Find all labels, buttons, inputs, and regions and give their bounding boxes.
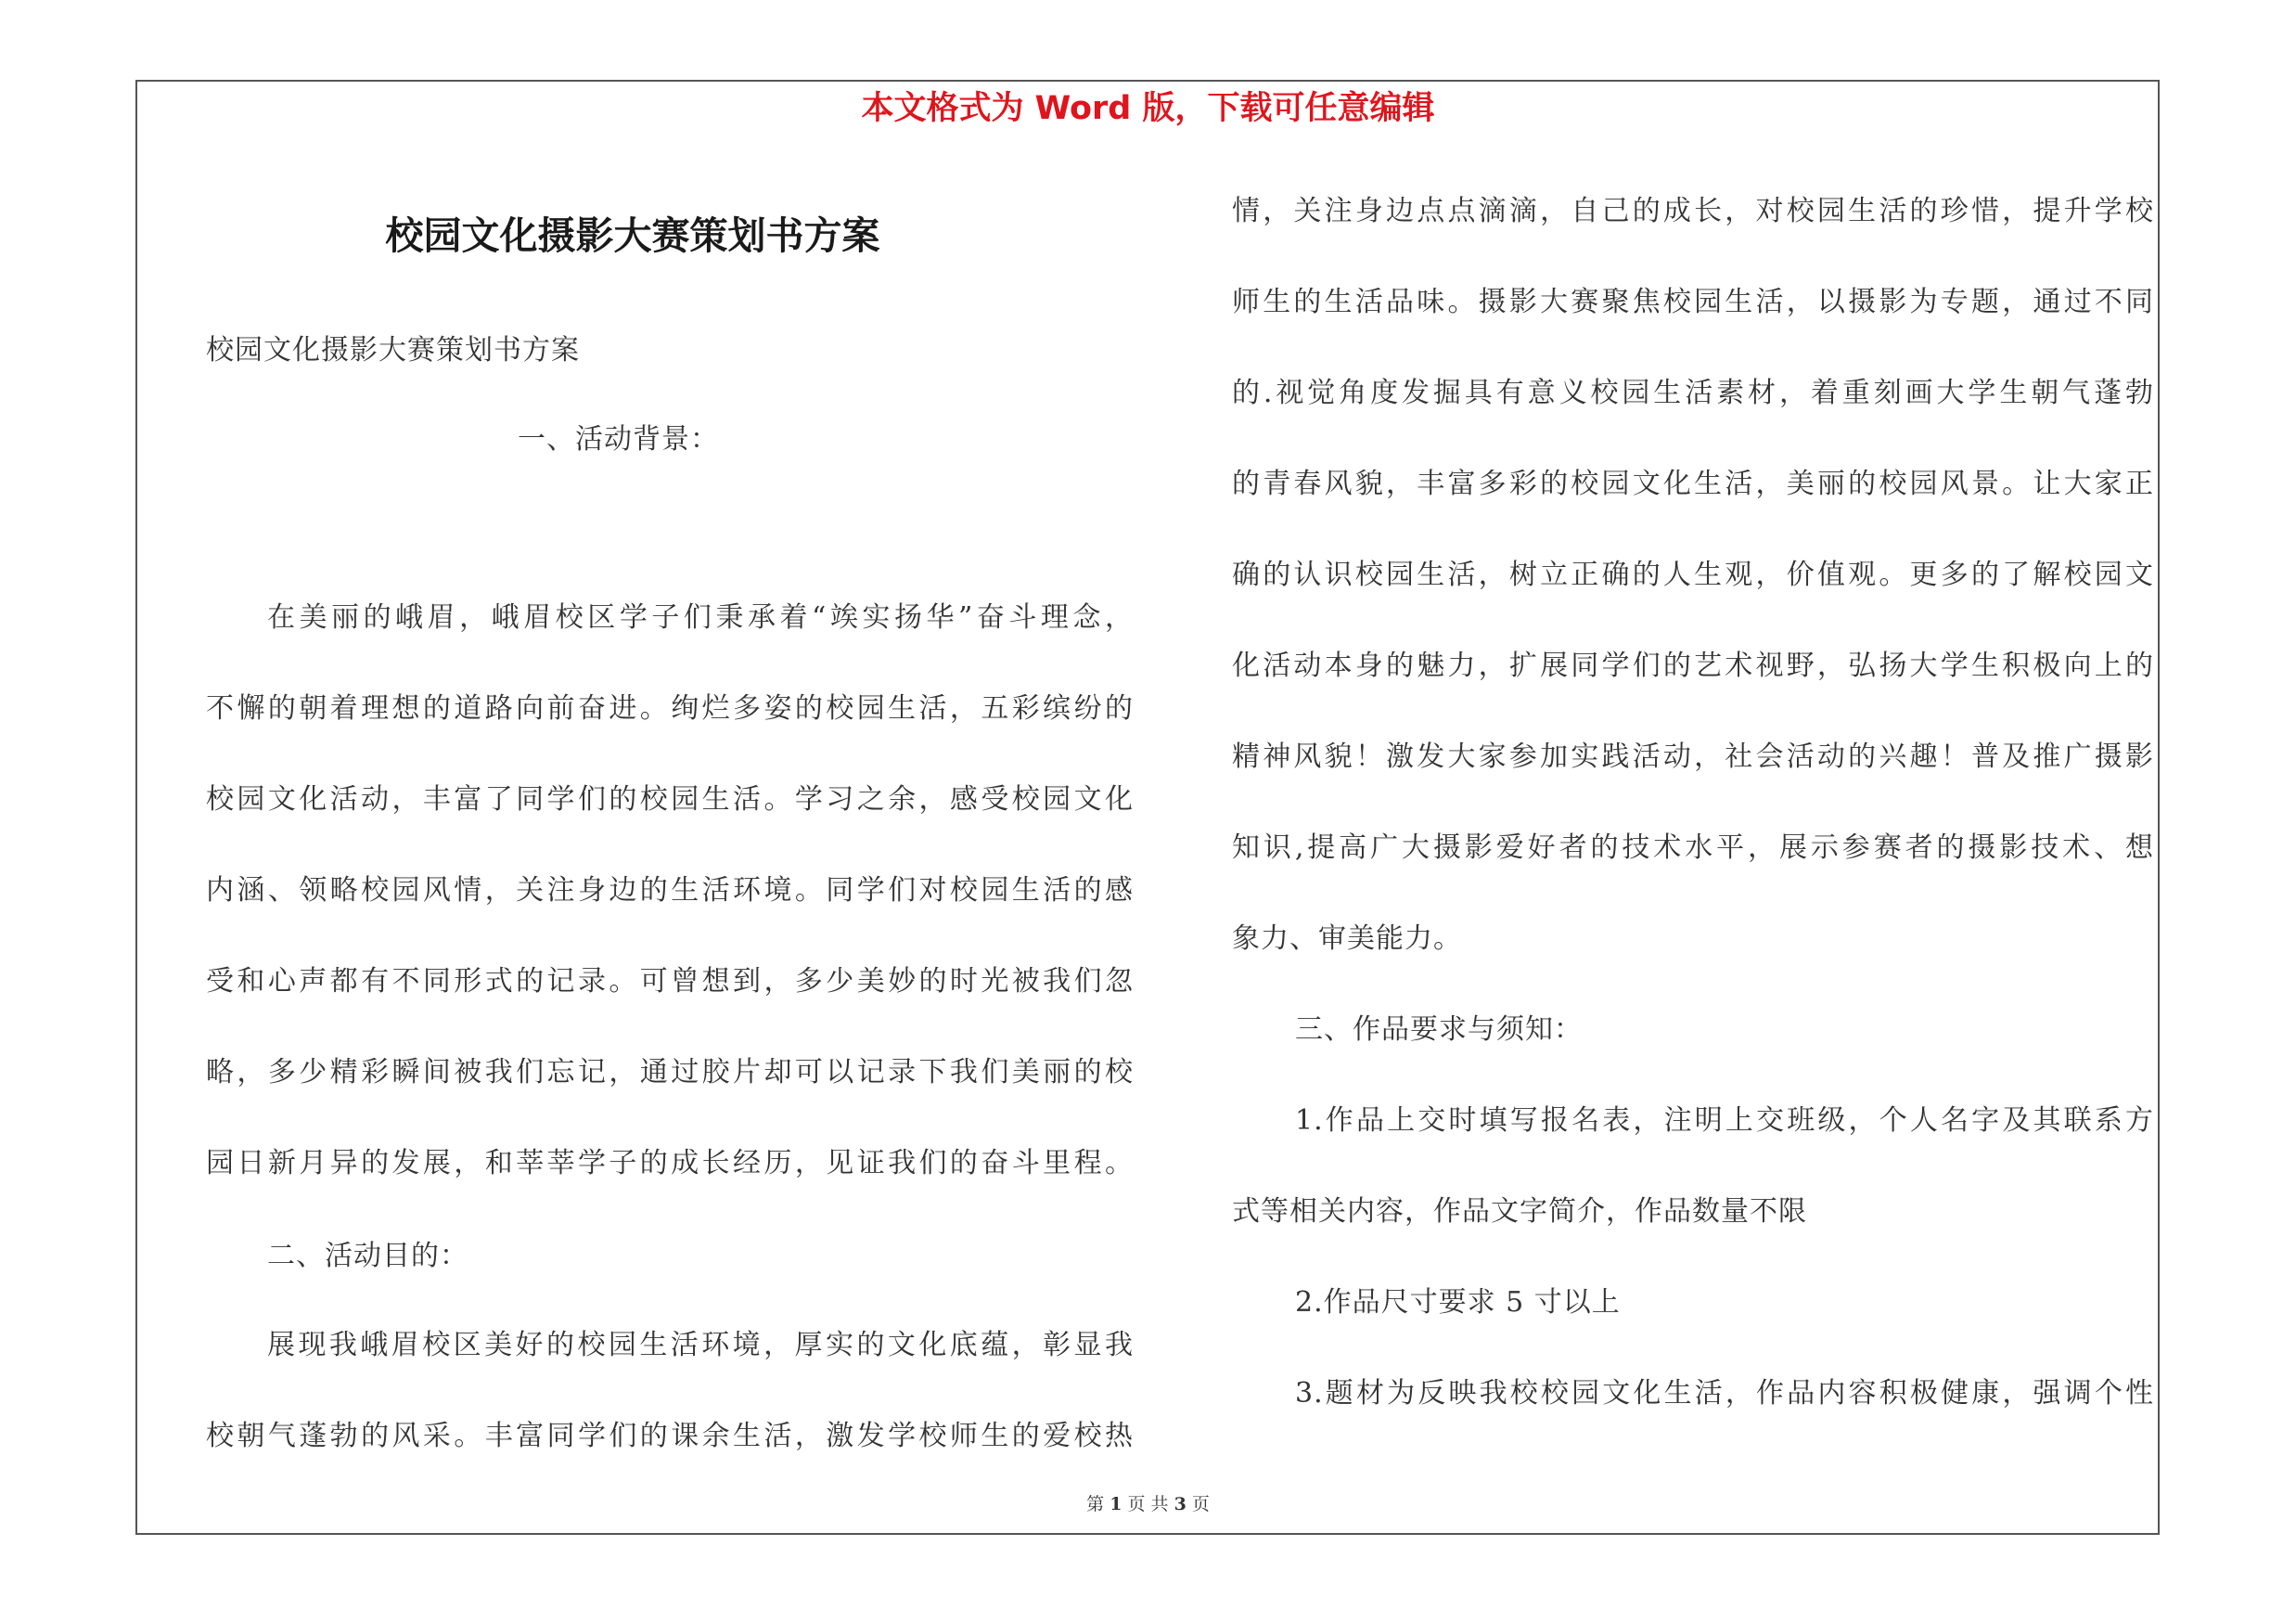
paragraph-line: 确的认识校园生活，树立正确的人生观，价值观。更多的了解校园文	[1232, 559, 2154, 591]
paragraph-line: 师生的生活品味。摄影大赛聚焦校园生活，以摄影为专题，通过不同	[1232, 286, 2154, 318]
paragraph-line: 内涵、领略校园风情，关注身边的生活环境。同学们对校园生活的感	[206, 874, 1134, 907]
section-heading-purpose: 二、活动目的：	[267, 1240, 468, 1272]
paragraph-line: 受和心声都有不同形式的记录。可曾想到，多少美妙的时光被我们忽	[206, 965, 1134, 998]
requirement-item: 1.作品上交时填写报名表，注明上交班级，个人名字及其联系方	[1295, 1104, 2154, 1137]
paragraph-line: 校园文化活动，丰富了同学们的校园生活。学习之余，感受校园文化	[206, 783, 1134, 816]
word-format-banner: 本文格式为 Word 版，下载可任意编辑	[861, 90, 1435, 127]
paragraph-line: 化活动本身的魅力，扩展同学们的艺术视野，弘扬大学生积极向上的	[1232, 650, 2154, 682]
paragraph-line: 园日新月异的发展，和莘莘学子的成长经历，见证我们的奋斗里程。	[206, 1147, 1134, 1179]
footer-suffix: 页	[1191, 1494, 1210, 1514]
footer-middle: 页 共	[1127, 1494, 1169, 1514]
paragraph-line: 知识,提高广大摄影爱好者的技术水平，展示参赛者的摄影技术、想	[1232, 831, 2154, 864]
current-page-number: 1	[1110, 1494, 1122, 1514]
paragraph-line: 校朝气蓬勃的风采。丰富同学们的课余生活，激发学校师生的爱校热	[206, 1420, 1134, 1452]
total-page-count: 3	[1174, 1494, 1186, 1514]
paragraph-line: 不懈的朝着理想的道路向前奋进。绚烂多姿的校园生活，五彩缤纷的	[206, 692, 1134, 725]
requirement-item-continued: 式等相关内容，作品文字简介，作品数量不限	[1232, 1195, 1807, 1228]
paragraph-line: 精神风貌！激发大家参加实践活动，社会活动的兴趣！普及推广摄影	[1232, 741, 2154, 773]
paragraph-line: 象力、审美能力。	[1232, 922, 1462, 955]
section-heading-requirements: 三、作品要求与须知：	[1295, 1013, 1583, 1046]
paragraph-line: 展现我峨眉校区美好的校园生活环境，厚实的文化底蕴，彰显我	[267, 1329, 1134, 1361]
section-heading-background: 一、活动背景：	[518, 423, 719, 456]
page-footer	[0, 1491, 2296, 1517]
paragraph-line: 情，关注身边点点滴滴，自己的成长，对校园生活的珍惜，提升学校	[1232, 195, 2154, 227]
subtitle-line: 校园文化摄影大赛策划书方案	[206, 334, 580, 367]
paragraph-line: 的.视觉角度发掘具有意义校园生活素材，着重刻画大学生朝气蓬勃	[1232, 377, 2154, 409]
requirement-item: 2.作品尺寸要求 5 寸以上	[1295, 1286, 1621, 1319]
paragraph-line: 略，多少精彩瞬间被我们忘记，通过胶片却可以记录下我们美丽的校	[206, 1056, 1134, 1088]
requirement-item: 3.题材为反映我校校园文化生活，作品内容积极健康，强调个性	[1295, 1377, 2154, 1410]
paragraph-line: 在美丽的峨眉，峨眉校区学子们秉承着“竢实扬华”奋斗理念，	[267, 601, 1134, 634]
paragraph-line: 的青春风貌，丰富多彩的校园文化生活，美丽的校园风景。让大家正	[1232, 468, 2154, 500]
document-title: 校园文化摄影大赛策划书方案	[385, 213, 880, 258]
footer-prefix: 第	[1086, 1494, 1105, 1514]
